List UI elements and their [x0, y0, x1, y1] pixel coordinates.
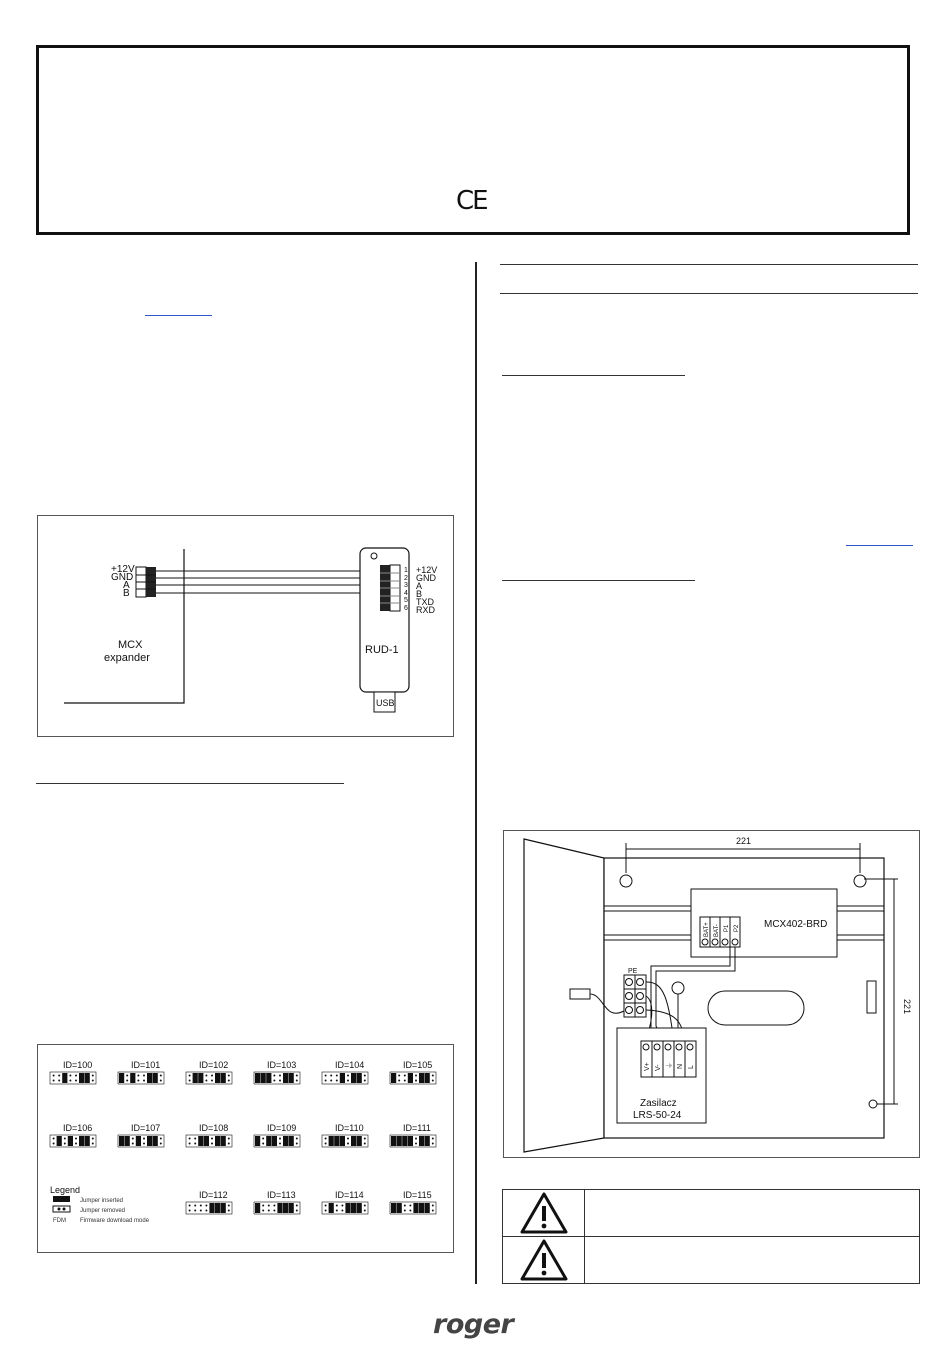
- id-label: ID=107: [131, 1123, 161, 1133]
- psu-label: LRS-50-24: [633, 1110, 682, 1121]
- section-rule-bottom: [500, 293, 918, 294]
- pin-number: 1: [404, 567, 408, 574]
- id-jumper-figure: [37, 1044, 454, 1253]
- right-label: GND: [416, 573, 436, 583]
- id-label: ID=103: [267, 1060, 297, 1070]
- jumper-block: [50, 1072, 96, 1084]
- id-label: ID=104: [335, 1060, 365, 1070]
- right-label: +12V: [416, 565, 438, 575]
- jumper-block: [118, 1135, 164, 1147]
- mounting-hole: [620, 875, 632, 887]
- board-terminal-label: BAT+: [704, 922, 710, 937]
- pin-number: 6: [404, 605, 408, 612]
- psu-terminal-label: L: [688, 1065, 695, 1069]
- rud-terminal-block: [380, 565, 400, 611]
- mounting-hole: [854, 875, 866, 887]
- id-label: ID=108: [199, 1123, 229, 1133]
- expander-label: MCX: [118, 639, 143, 651]
- left-label: A: [123, 580, 130, 591]
- right-label: TXD: [416, 597, 434, 607]
- right-label: RXD: [416, 605, 436, 615]
- psu-label: Zasilacz: [640, 1098, 677, 1109]
- hyperlink-underline[interactable]: [145, 315, 212, 316]
- device-label: RUD-1: [365, 644, 399, 656]
- pin-number: 2: [404, 575, 408, 582]
- psu-terminal-label: V-: [655, 1064, 662, 1071]
- id-label: ID=105: [403, 1060, 433, 1070]
- right-label: B: [416, 589, 423, 599]
- psu-terminal-label: ⏚: [666, 1062, 673, 1069]
- id-label: ID=109: [267, 1123, 297, 1133]
- wires: [156, 571, 380, 593]
- id-label: ID=113: [267, 1190, 296, 1200]
- jumper-block: [254, 1135, 300, 1147]
- jumper-block: [390, 1135, 436, 1147]
- mounting-hole: [869, 1100, 877, 1108]
- pe-label: PE: [628, 968, 638, 975]
- id-label: ID=110: [335, 1123, 364, 1133]
- right-label: A: [416, 581, 423, 591]
- jumper-block: [390, 1202, 436, 1214]
- ce-mark: CE: [456, 186, 487, 216]
- legend-fdm: FDM: [53, 1218, 66, 1224]
- id-label: ID=106: [63, 1123, 93, 1133]
- enclosure-figure: [503, 830, 920, 1158]
- id-label: ID=115: [403, 1190, 432, 1200]
- board-terminal-label: BAT-: [714, 924, 720, 937]
- section-heading-rule: [36, 783, 344, 784]
- id-label: ID=111: [403, 1123, 431, 1133]
- warning-row: [503, 1190, 919, 1237]
- jumper-block: [322, 1072, 368, 1084]
- jumper-block: [254, 1202, 300, 1214]
- warning-icon: [503, 1237, 585, 1283]
- jumper-block: [186, 1135, 232, 1147]
- id-label: ID=114: [335, 1190, 364, 1200]
- id-label: ID=100: [63, 1060, 93, 1070]
- id-label: ID=102: [199, 1060, 229, 1070]
- left-label: GND: [111, 572, 134, 583]
- cable-cutout: [708, 991, 804, 1025]
- left-label: +12V: [111, 564, 135, 575]
- jumper-block: [186, 1202, 232, 1214]
- enclosure-door: [524, 839, 604, 1152]
- column-divider: [475, 262, 477, 1284]
- jumper-block: [254, 1072, 300, 1084]
- expander-label: expander: [104, 652, 150, 664]
- pin-number: 3: [404, 582, 408, 589]
- board-label: MCX402-BRD: [764, 919, 828, 930]
- id-label: ID=112: [199, 1190, 228, 1200]
- hyperlink-underline[interactable]: [846, 545, 913, 546]
- jumper-block: [50, 1135, 96, 1147]
- jumper-block: [186, 1072, 232, 1084]
- pin-number: 4: [404, 590, 408, 597]
- subsection-rule: [502, 375, 685, 376]
- warning-row: [503, 1237, 919, 1284]
- left-terminal-block: [136, 567, 156, 597]
- psu-terminal-label: V+: [644, 1062, 651, 1071]
- legend-item: Firmware download mode: [80, 1218, 150, 1224]
- usb-label: USB: [376, 698, 395, 708]
- warning-icon-cell: [503, 1237, 585, 1284]
- pin-number: 5: [404, 597, 408, 604]
- roger-logo: roger: [433, 1309, 514, 1340]
- pe-terminal-block: [624, 975, 646, 1017]
- warning-icon-cell: [503, 1190, 585, 1236]
- psu-terminal-label: N: [677, 1063, 684, 1069]
- id-label: ID=101: [131, 1060, 161, 1070]
- fuse: [867, 981, 876, 1013]
- section-rule-top: [500, 264, 918, 265]
- dimension-label: 221: [736, 836, 752, 846]
- board-terminal-label: P2: [734, 924, 740, 932]
- subsection-rule: [502, 580, 695, 581]
- rud-connection-figure: [37, 515, 454, 737]
- board-terminal-label: P1: [724, 924, 730, 932]
- jumper-block: [322, 1135, 368, 1147]
- legend-inserted-swatch: [53, 1196, 70, 1202]
- jumper-block: [322, 1202, 368, 1214]
- legend-item: Jumper removed: [80, 1208, 126, 1214]
- warning-table: [502, 1189, 920, 1284]
- dimension-label: 221: [902, 999, 912, 1015]
- warning-icon: [503, 1190, 585, 1236]
- mains-cable: [570, 989, 590, 999]
- legend-item: Jumper inserted: [80, 1198, 124, 1204]
- legend-removed-swatch: [53, 1206, 70, 1212]
- left-label: B: [123, 588, 130, 599]
- jumper-block: [390, 1072, 436, 1084]
- legend-title: Legend: [50, 1185, 81, 1195]
- jumper-block: [118, 1072, 164, 1084]
- tamper-switch: [672, 982, 684, 994]
